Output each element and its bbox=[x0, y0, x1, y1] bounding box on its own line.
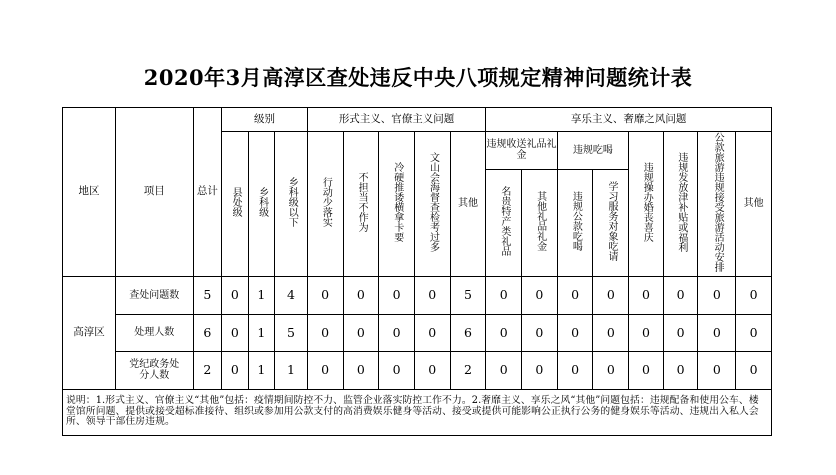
cell: 1 bbox=[248, 314, 275, 351]
row-label: 党纪政务处分人数 bbox=[116, 351, 194, 389]
header-f5: 其他 bbox=[450, 132, 486, 277]
cell: 0 bbox=[414, 314, 450, 351]
cell: 0 bbox=[343, 314, 379, 351]
region-cell: 高淳区 bbox=[63, 276, 116, 389]
header-township: 乡科级 bbox=[256, 187, 268, 217]
cell: 0 bbox=[593, 314, 629, 351]
cell: 6 bbox=[450, 314, 486, 351]
cell: 6 bbox=[193, 314, 222, 351]
cell: 0 bbox=[379, 276, 415, 314]
cell: 0 bbox=[698, 276, 736, 314]
cell: 0 bbox=[379, 351, 415, 389]
header-hedonism: 享乐主义、奢靡之风问题 bbox=[486, 108, 772, 132]
header-h3: 违规公款吃喝 bbox=[570, 190, 582, 251]
cell: 1 bbox=[248, 351, 275, 389]
cell: 0 bbox=[629, 351, 664, 389]
cell: 1 bbox=[275, 351, 308, 389]
header-gifts-group: 违规收送礼品礼金 bbox=[486, 132, 557, 170]
cell: 4 bbox=[275, 276, 308, 314]
cell: 2 bbox=[193, 351, 222, 389]
cell: 0 bbox=[379, 314, 415, 351]
header-h8: 其他 bbox=[736, 132, 772, 277]
header-county: 县处级 bbox=[230, 187, 242, 217]
cell: 5 bbox=[193, 276, 222, 314]
row-label: 查处问题数 bbox=[116, 276, 194, 314]
header-h1: 名贵特产类礼品 bbox=[498, 185, 510, 256]
cell: 0 bbox=[222, 351, 249, 389]
cell: 0 bbox=[486, 276, 522, 314]
cell: 0 bbox=[663, 276, 698, 314]
cell: 0 bbox=[736, 276, 772, 314]
cell: 0 bbox=[629, 314, 664, 351]
page-title: 2020年3月高淳区查处违反中央八项规定精神问题统计表 bbox=[143, 65, 693, 90]
header-f3: 冷硬推诿横拿卡要 bbox=[391, 162, 403, 242]
header-h6: 违规发放津补贴或福利 bbox=[675, 152, 687, 252]
cell: 0 bbox=[307, 351, 343, 389]
header-region: 地区 bbox=[63, 108, 116, 277]
table-note: 说明：1.形式主义、官僚主义“其他”包括：疫情期间防控不力、监管企业落实防控工作不力。2.奢靡主义、享乐之风“其他”问题包括：违规配备和使用公车、楼堂馆所问题、提供或接受超标准接待、组织或参加用公款支付的高消费娱乐健身等活动、接受或提供可能影响公正执行公务的健身娱乐等活动、违规出入私人会所、领导干部住房违规。 bbox=[63, 389, 772, 435]
cell: 0 bbox=[307, 314, 343, 351]
cell: 0 bbox=[593, 276, 629, 314]
header-h4: 学习服务对象吃请 bbox=[606, 180, 618, 261]
cell: 5 bbox=[275, 314, 308, 351]
cell: 0 bbox=[557, 314, 593, 351]
cell: 0 bbox=[414, 276, 450, 314]
header-h7: 公款旅游违规接受旅游活动安排 bbox=[712, 132, 724, 272]
cell: 0 bbox=[557, 351, 593, 389]
cell: 0 bbox=[522, 314, 558, 351]
table-row bbox=[63, 276, 772, 314]
header-f2: 不担当不作为 bbox=[356, 172, 368, 232]
cell: 2 bbox=[450, 351, 486, 389]
header-total: 总计 bbox=[193, 108, 222, 277]
header-h2: 其他礼品礼金 bbox=[534, 190, 546, 251]
header-item: 项目 bbox=[116, 108, 194, 277]
cell: 0 bbox=[629, 276, 664, 314]
header-eat-group: 违规吃喝 bbox=[557, 132, 628, 170]
cell: 0 bbox=[222, 314, 249, 351]
row-label: 处理人数 bbox=[116, 314, 194, 351]
header-h5: 违规操办婚丧喜庆 bbox=[641, 162, 653, 242]
cell: 0 bbox=[736, 351, 772, 389]
cell: 0 bbox=[522, 276, 558, 314]
cell: 0 bbox=[663, 351, 698, 389]
cell: 0 bbox=[307, 276, 343, 314]
cell: 0 bbox=[222, 276, 249, 314]
header-formalism: 形式主义、官僚主义问题 bbox=[307, 108, 486, 132]
cell: 0 bbox=[343, 276, 379, 314]
cell: 0 bbox=[663, 314, 698, 351]
table-row bbox=[63, 351, 772, 389]
cell: 0 bbox=[414, 351, 450, 389]
cell: 5 bbox=[450, 276, 486, 314]
cell: 0 bbox=[698, 314, 736, 351]
cell: 0 bbox=[522, 351, 558, 389]
header-level: 级别 bbox=[222, 108, 308, 132]
header-below: 乡科级以下 bbox=[286, 177, 298, 227]
cell: 0 bbox=[486, 351, 522, 389]
table-row bbox=[63, 314, 772, 351]
cell: 1 bbox=[248, 276, 275, 314]
statistics-table bbox=[62, 107, 772, 436]
cell: 0 bbox=[557, 276, 593, 314]
cell: 0 bbox=[593, 351, 629, 389]
header-f4: 文山会海督查检考过多 bbox=[427, 152, 439, 252]
cell: 0 bbox=[343, 351, 379, 389]
cell: 0 bbox=[486, 314, 522, 351]
cell: 0 bbox=[698, 351, 736, 389]
header-f1: 行动少落实 bbox=[320, 177, 332, 227]
cell: 0 bbox=[736, 314, 772, 351]
